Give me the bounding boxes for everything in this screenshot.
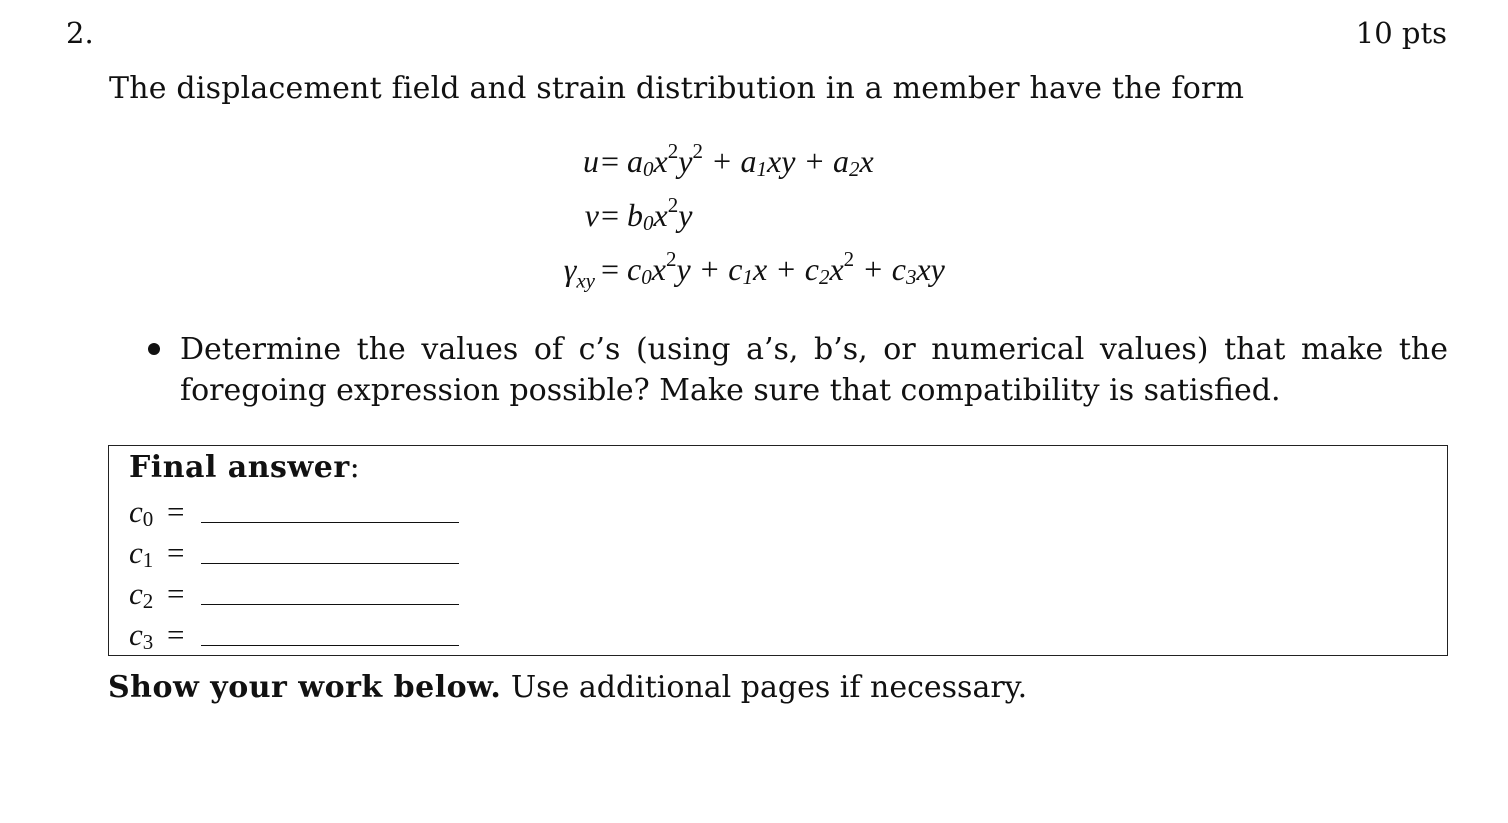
equation-gamma-lhs: $\gamma_{xy}$: [563, 251, 595, 293]
equation-v-rhs: = $b_0x^2y$: [601, 193, 693, 235]
answer-row-c3: $c_3$ =: [129, 617, 185, 654]
answer-blank-c0[interactable]: [201, 522, 459, 523]
answer-blank-c2[interactable]: [201, 604, 459, 605]
equation-u-lhs: u: [583, 143, 599, 179]
question-intro: The displacement field and strain distribution in a member have the form: [109, 71, 1245, 106]
equation-u-rhs: = $a_0x^2y^2 + a_1xy + a_2x$: [601, 139, 874, 181]
final-answer-title: Final answer:: [129, 450, 360, 485]
bullet-instruction: Determine the values of c’s (using a’s, b’s, or numerical values) that make the foregoing expression possible? Make sure that compatibility is satisfied.: [180, 332, 1448, 408]
answer-row-c1: $c_1$ =: [129, 535, 185, 572]
answer-row-c2: $c_2$ =: [129, 576, 185, 613]
bullet-point-icon: [148, 343, 160, 355]
equation-v-lhs: v: [584, 197, 599, 233]
show-work-instruction: Show your work below. Use additional pages if necessary.: [108, 670, 1028, 705]
answer-row-c0: $c_0$ =: [129, 494, 185, 531]
question-points: 10 pts: [1355, 16, 1447, 50]
answer-blank-c1[interactable]: [201, 563, 459, 564]
equation-gamma-rhs: = $c_0x^2y + c_1x + c_2x^2 + c_3xy$: [601, 247, 945, 289]
answer-blank-c3[interactable]: [201, 645, 459, 646]
question-number: 2.: [66, 16, 94, 50]
